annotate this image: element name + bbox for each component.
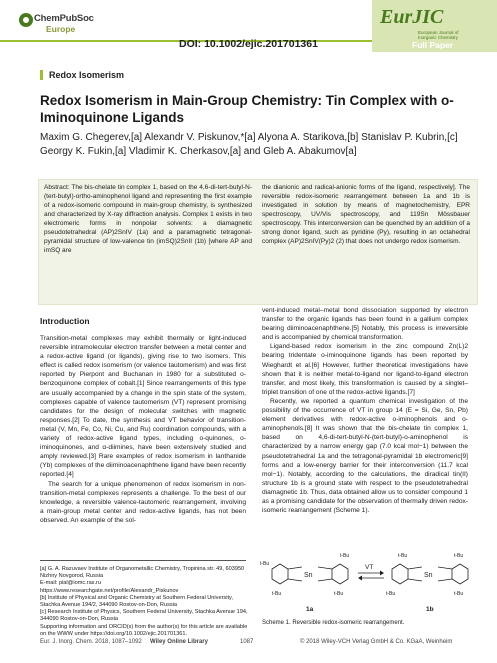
scheme-caption: Scheme 1. Reversible redox-isomeric rearrangement.	[262, 620, 405, 626]
article-type: Full Paper	[412, 40, 454, 50]
sn-label-right: Sn	[424, 572, 433, 579]
footnote: [a] G. A. Razuvaev Institute of Organometallic Chemistry, Tropinina str. 49, 603950 Nizhny Novgorod, Russia	[40, 566, 245, 580]
publisher-sub: Europe	[46, 24, 76, 34]
journal-logo: EurJIC	[380, 6, 444, 28]
footer-library-link[interactable]: Wiley Online Library	[150, 639, 208, 645]
abstract-left: Abstract: The bis-chelate tin complex 1, based on the 4,6-di-tert-butyl-N-(tert-butyl)-ortho-aminophenol ligand and representing the first example of a redox-isomeric compound in main-group chemistry, is synthesized and characterized by X-ray diffraction analysis. Complex 1 exists in two electromeric forms in nonpolar solvents: a diamagnetic pseudotetrahedral (AP)2SnIV (1a) and a paramagnetic tetragonal-pyramidal structure of low-valence tin (imSQ)2SnII (1b) [where AP and imSQ are	[44, 184, 252, 254]
publisher-name: ChemPubSoc	[34, 13, 94, 24]
footnote: Supporting information and ORCID(s) from the author(s) for this article are available on the WWW under https://doi.org/10.1002/ejic.201701361.	[40, 623, 248, 637]
article-title: Redox Isomerism in Main-Group Chemistry: Tin Complex with o-Iminoquinone Ligands	[40, 93, 454, 125]
tbu-label: t-Bu	[454, 553, 464, 559]
page-number: 1087	[240, 639, 254, 645]
vt-label: VT	[365, 564, 374, 571]
authors-line-1: Maxim G. Chegerev,[a] Alexandr V. Piskunov,*[a] Alyona A. Starikova,[b] Stanislav P. Kubrin,[c]	[40, 132, 458, 143]
paragraph: vent-induced metal–metal bond dissociation supported by electron transfer to the organic ligands has been found in a gallium complex bearing diiminoacenaphthene.[5] Notably, this process is irreversible and is accompanied by chemical transformation.	[262, 307, 468, 342]
tbu-label: t-Bu	[334, 591, 344, 597]
chempubsoc-logo-icon	[18, 12, 34, 28]
tbu-label: t-Bu	[454, 591, 464, 597]
intro-heading: Introduction	[40, 316, 90, 326]
footnote: [b] Institute of Physical and Organic Chemistry at Southern Federal University, Stachka Avenue 194/2, 344090 Rostov-on-Don, Russia	[40, 594, 233, 609]
doi[interactable]: DOI: 10.1002/ejic.201701361	[179, 38, 318, 50]
intro-left-column	[40, 334, 246, 525]
paragraph: Ligand-based redox isomerism in the zinc compound Zn(L)2 bearing tridentate o-iminoquinone ligands has been reported by Wieghardt et al.[6] However, further theoretical investigations have shown that it is neither metal-to-ligand nor ligand-to-ligand electron transfer, and most likely, this transformation is caused by a singlet–triplet transition of one of the redox-active ligands.[7]	[262, 343, 468, 396]
paragraph: Transition-metal complexes may exhibit thermally or light-induced reversible intramolecular electron transfer between a metal center and a redox-active ligand (or ligands), giving rise to two isomers. This effect is called redox isomerism (or valence tautomerism) and was first reported by Pierpont and Buchanan in 1980 for a substituted o-benzoquinone complex of cobalt.[1] Since rearrangements of this type are usually accompanied by a change in the spin state of the system, complexes capable of valence tautomerism (VT) represent promising candidates for the design of molecular switches with magnetic responses.[2] To date, the synthesis and VT behavior of transition-metal (V, Mn, Fe, Co, Ni, Cu, and Ru) coordination compounds, with a variety of redox-active ligand types, including o-quinones, o-iminoquinones, and α-diimines, have been extensively studied and amply reviewed.[3] Rare examples of redox isomerism in lanthanide (Yb) complexes of the diiminoacenaphthene ligand have been recently reported.[4]	[40, 335, 246, 479]
footnote-link[interactable]: https://www.researchgate.net/profile/Alexandr_Piskunov	[40, 587, 179, 594]
footnote: [c] Research Institute of Physics, Southern Federal University, Stachka Avenue 194, 344090 Rostov-on-Don, Russia	[40, 609, 248, 623]
tbu-label: t-Bu	[260, 561, 270, 567]
tbu-label: t-Bu	[340, 553, 350, 559]
journal-subtitle: European Journal of Inorganic Chemistry	[418, 30, 459, 40]
tbu-label: t-Bu	[272, 591, 282, 597]
sn-label-left: Sn	[304, 572, 313, 579]
footer-copyright: © 2018 Wiley-VCH Verlag GmbH & Co. KGaA, Weinheim	[300, 639, 453, 645]
vt-equilibrium-arrow	[358, 571, 384, 581]
abstract-right: the dianionic and radical-anionic forms of the ligand, respectively]. The reversible redox-isomeric rearrangement between 1a and 1b is investigated in solution by means of magnetochemistry, EPR spectroscopy, UV/Vis spectroscopy, and 119Sn Mössbauer spectroscopy. This interconversion can be quenched by an addition of a strong donor ligand, such as pyridine (Py), resulting in an octahedral complex (AP)2SnIV(Py)2 (2) that does not undergo redox isomerism.	[262, 184, 470, 245]
compound-label-1a: 1a	[306, 606, 314, 613]
footnote-divider	[40, 560, 246, 561]
footnote: E-mail: pial@iomc.ras.ru	[40, 580, 102, 587]
scheme-1-graphic	[258, 535, 478, 617]
paragraph: The search for a unique phenomenon of redox isomerism in non-transition-metal complexes represents a challenge. To the best of our knowledge, a reversible valence-tautomeric rearrangement, involving a main-group metal center and redox-active ligands, has not been observed. An example of the sol-	[40, 480, 246, 524]
author-list	[40, 131, 480, 159]
footer-citation: Eur. J. Inorg. Chem. 2018, 1087–1092	[40, 639, 142, 645]
affiliation-footnotes	[40, 566, 250, 638]
section-tag: Redox Isomerism	[40, 70, 124, 80]
intro-right-column	[262, 306, 468, 515]
compound-label-1b: 1b	[426, 606, 434, 613]
authors-line-2: Georgy K. Fukin,[a] Vladimir K. Cherkasov,[a] and Gleb A. Abakumov[a]	[40, 146, 357, 157]
paragraph: Recently, we reported a quantum chemical investigation of the possibility of the occurrence of VT in group 14 (E = Si, Ge, Sn, Pb) element derivatives with redox-active o-iminophenols and o-aminophenols.[8] It was shown that the bis-chelate tin complex 1, based on 4,6-di-tert-butyl-N-(tert-butyl)-o-aminophenol is characterized by a narrow energy gap (7.0 kcal mol−1) between the pseudotetrahedral 1a and the tetragonal-pyramidal 1b electromeric[9] forms and a low-energy barrier for their interconversion (11.7 kcal mol−1). Notably, according to the calculations, the diradical tin(II) structure 1b is a ground state with respect to the pseudotetrahedral diamagnetic 1b. Thus, data obtained allow us to consider compound 1 as a promising candidate for the observation of thermally driven redox-isomeric rearrangement (Scheme 1).	[262, 397, 468, 515]
tbu-label: t-Bu	[386, 591, 396, 597]
tbu-label: t-Bu	[398, 553, 408, 559]
